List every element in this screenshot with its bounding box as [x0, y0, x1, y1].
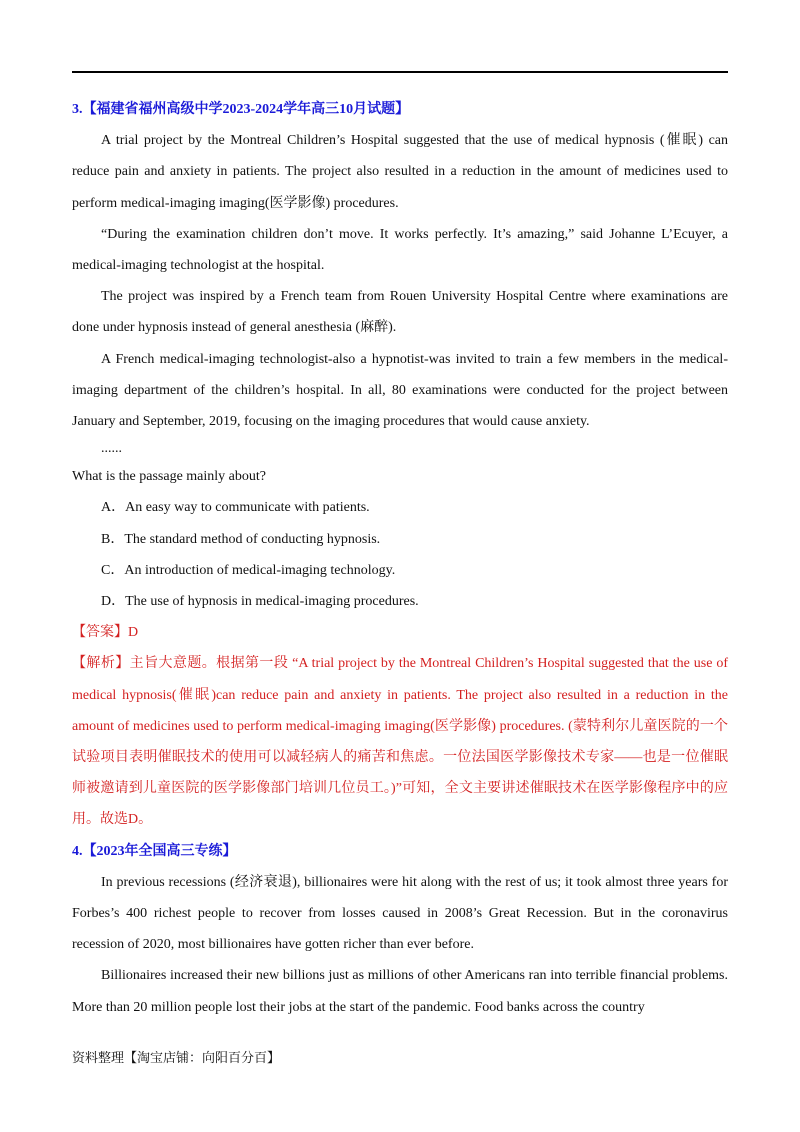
option-a: A．An easy way to communicate with patients. — [101, 500, 370, 516]
option-d: D．The use of hypnosis in medical-imaging procedures. — [101, 594, 419, 610]
question-3-title: 3.【福建省福州高级中学2023-2024学年高三10月试题】 — [72, 102, 410, 117]
q3-paragraph-2: “During the examination children don’t move. It works perfectly. It’s amazing,” said Johanne L’Ecuyer, a medical-imaging technologist at the hospital. — [72, 226, 728, 274]
q4-paragraph-2: Billionaires increased their new billions just as millions of other Americans ran into terrible financial problems. More than 20 million people lost their jobs at the start of the pandemic. Food banks across the country — [72, 968, 728, 1015]
header-rule — [72, 71, 728, 73]
q3-paragraph-3: The project was inspired by a French team from Rouen University Hospital Centre where examinations are done under hypnosis instead of general anesthesia (麻醉). — [72, 289, 728, 336]
option-b: B．The standard method of conducting hypnosis. — [101, 531, 381, 547]
page-footer: 资料整理【淘宝店铺：向阳百分百】 — [72, 1051, 281, 1066]
question-4-title: 4.【2023年全国高三专练】 — [72, 843, 237, 859]
option-c: C．An introduction of medical-imaging technology. — [101, 562, 396, 578]
q3-analysis: 【解析】主旨大意题。根据第一段 “A trial project by the Montreal Children’s Hospital suggested that the use of medical hypnosis(催眠)can reduce pain and anxiety in patients. The project also resulted in a reduction in the amount of medicines used to perform medical-imaging imaging(医学影像) procedures. (蒙特利尔儿童医院的一个试验项目表明催眠技术的使用可以减轻病人的痛苦和焦虑。一位法国医学影像技术专家——也是一位催眠师被邀请到儿童医院的医学影像部门培训几位员工。)”可知，全文主要讲述催眠技术在医学影像程序中的应用。故选D。 — [72, 656, 728, 828]
q4-paragraph-1: In previous recessions (经济衰退), billionaires were hit along with the rest of us; it took almost three years for Forbes’s 400 richest people to recover from losses caused in 2008’s Great Recession. But in the coronavirus recession of 2020, most billionaires have gotten richer than ever before. — [72, 874, 728, 953]
q3-answer: 【答案】D — [72, 625, 139, 641]
q3-paragraph-4: A French medical-imaging technologist-also a hypnotist-was invited to train a few members in the medical-imaging department of the children’s hospital. In all, 80 examinations were conducted for the project between January and September, 2019, focusing on the imaging procedures that would cause anxiety. — [72, 351, 728, 430]
q3-question: What is the passage mainly about? — [72, 469, 266, 485]
q3-options — [72, 492, 728, 617]
q3-ellipsis: ...... — [101, 441, 122, 457]
q3-paragraph-1: A trial project by the Montreal Children’s Hospital suggested that the use of medical hypnosis (催眠) can reduce pain and anxiety in patients. The project also resulted in a reduction in the amount of medicines used to perform medical-imaging imaging(医学影像) procedures. — [72, 133, 728, 211]
document-body — [72, 94, 728, 1023]
